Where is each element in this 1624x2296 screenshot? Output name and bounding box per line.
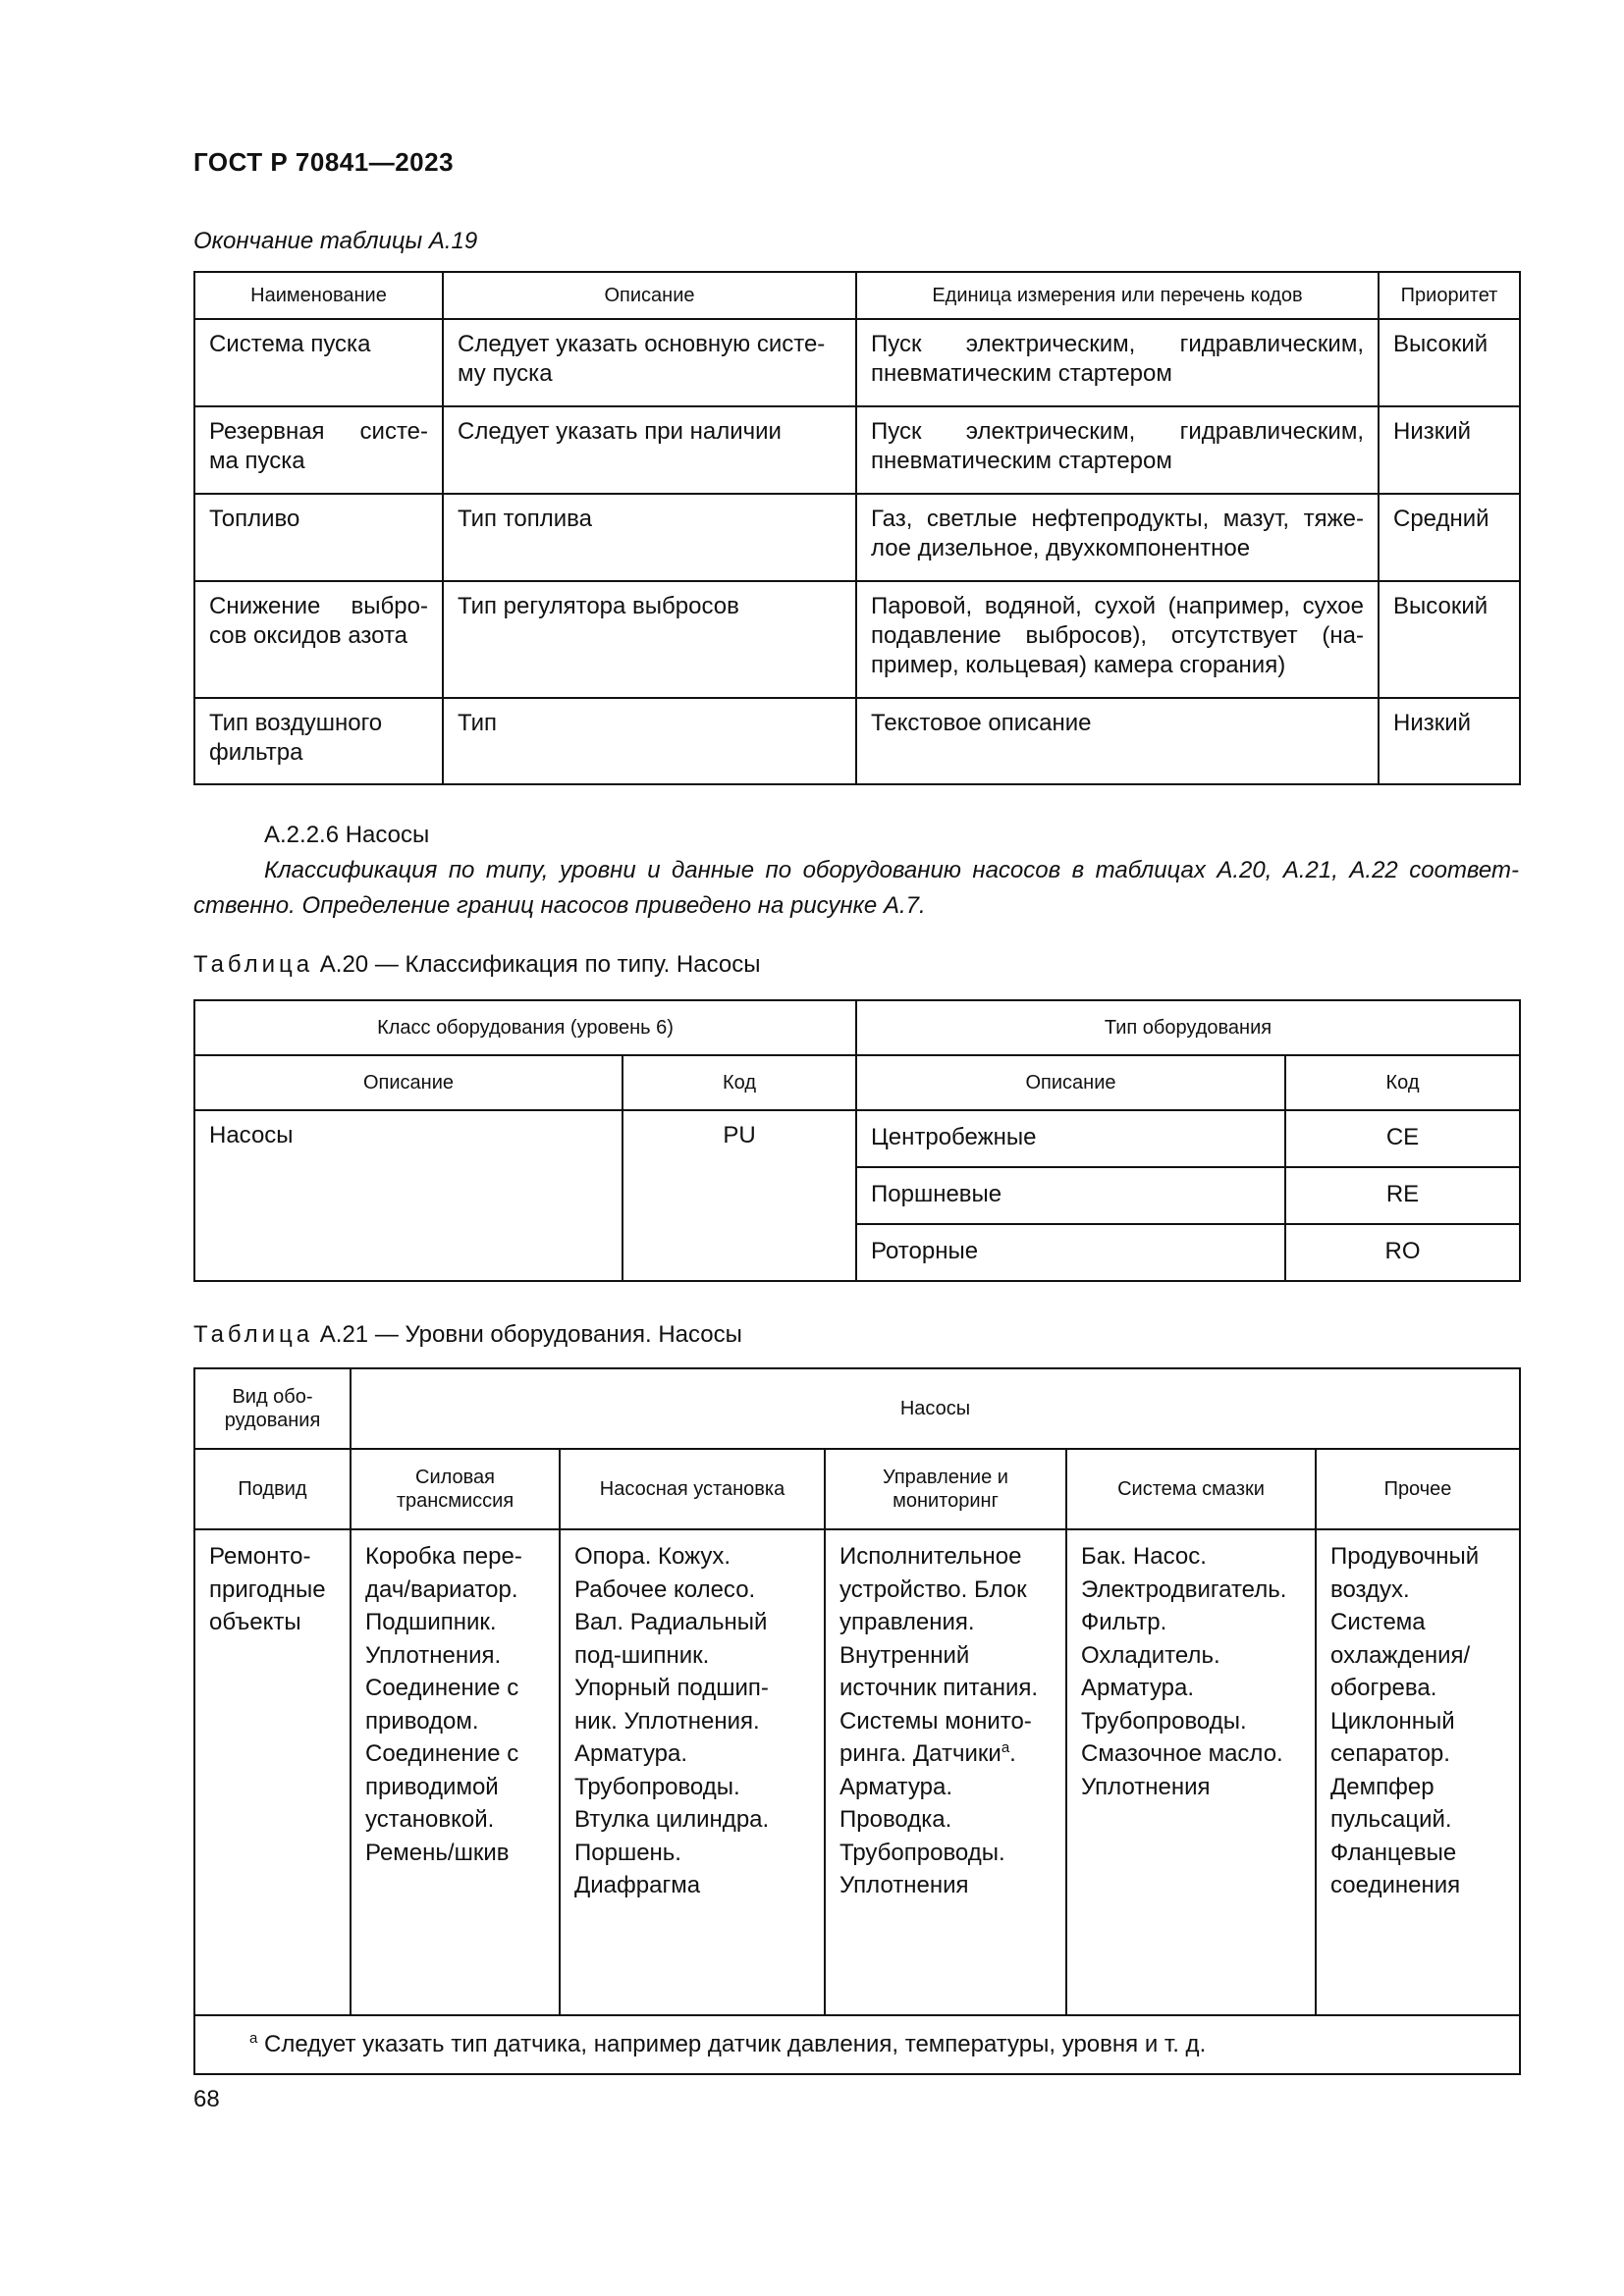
table-cell: Низкий — [1379, 406, 1520, 494]
table-cell: Поршневые — [856, 1167, 1285, 1224]
cell-text: Исполнительное устройство. Блок управления. Внутренний источник питания. Системы монито-ринга. Датчики — [839, 1543, 1039, 1767]
table-cell: Следует указать основную систе-му пуска — [443, 319, 856, 406]
table-header-cell: Код — [1285, 1055, 1520, 1110]
table-header-cell: Тип оборудования — [856, 1000, 1520, 1055]
table-a21-columns-row — [194, 1449, 1520, 1529]
footnote-marker: а — [249, 2030, 258, 2047]
caption-prefix: Таблица — [193, 951, 314, 978]
table-cell — [825, 1529, 1066, 2015]
table-cell: Тип регулятора выбросов — [443, 581, 856, 698]
table-a20-group-header-row — [194, 1000, 1520, 1055]
table-header-cell: Наименование — [194, 272, 443, 319]
table-footnote — [194, 2015, 1520, 2074]
table-header-cell: Описание — [443, 272, 856, 319]
table-a21-kind-row — [194, 1368, 1520, 1449]
table-header-cell: Подвид — [194, 1449, 351, 1529]
table-a20 — [193, 999, 1521, 1282]
table-cell: Высокий — [1379, 319, 1520, 406]
table-cell: Продувочный воздух. Система охлаждения/ обогрева. Циклонный сепаратор. Демпфер пульсаций. Фланцевые соединения — [1316, 1529, 1520, 2015]
table-header-cell: Силовая трансмиссия — [351, 1449, 560, 1529]
table-cell: Паровой, водяной, сухой (например, сухое подавление выбросов), отсутствует (на-пример, кольцевая) камера сгорания) — [856, 581, 1379, 698]
table-a20-caption — [193, 947, 760, 983]
table-header-cell: Управление и мониторинг — [825, 1449, 1066, 1529]
page-number: 68 — [193, 2086, 220, 2112]
table-cell: Система пуска — [194, 319, 443, 406]
table-a21-footnote-row — [194, 2015, 1520, 2074]
table-header-cell: Единица измерения или перечень кодов — [856, 272, 1379, 319]
table-cell: Низкий — [1379, 698, 1520, 784]
table-header-cell: Насосная установка — [560, 1449, 825, 1529]
table-cell: RO — [1285, 1224, 1520, 1281]
table-header-cell: Вид обо-рудования — [194, 1368, 351, 1449]
table-cell: PU — [623, 1110, 856, 1281]
table-header-cell: Описание — [856, 1055, 1285, 1110]
table-header-cell: Прочее — [1316, 1449, 1520, 1529]
table-cell: Текстовое описание — [856, 698, 1379, 784]
caption-text: А.21 — Уровни оборудования. Насосы — [319, 1321, 742, 1348]
table-row — [194, 319, 1520, 406]
table-row — [194, 698, 1520, 784]
table-cell: Снижение выбро-сов оксидов азота — [194, 581, 443, 698]
table-cell: Насосы — [194, 1110, 623, 1281]
table-a21-caption — [193, 1317, 742, 1353]
table-cell: Тип воздушного фильтра — [194, 698, 443, 784]
table-cell: Тип — [443, 698, 856, 784]
cell-text: . Арматура. Проводка. Трубопроводы. Уплотнения — [839, 1740, 1016, 1898]
table-header-cell: Насосы — [351, 1368, 1520, 1449]
table-cell: Газ, светлые нефтепродукты, мазут, тяже-лое дизельное, двухкомпонентное — [856, 494, 1379, 581]
table-a19-header-row — [194, 272, 1520, 319]
table-cell: Ремонто-пригодные объекты — [194, 1529, 351, 2015]
table-header-cell: Описание — [194, 1055, 623, 1110]
table-header-cell: Код — [623, 1055, 856, 1110]
table-header-cell: Приоритет — [1379, 272, 1520, 319]
table-cell: Пуск электрическим, гидравлическим, пневматическим стартером — [856, 319, 1379, 406]
table-a19-caption: Окончание таблицы А.19 — [193, 228, 478, 254]
table-cell: Резервная систе-ма пуска — [194, 406, 443, 494]
caption-text: А.20 — Классификация по типу. Насосы — [319, 951, 761, 978]
table-cell: Высокий — [1379, 581, 1520, 698]
table-cell: Центробежные — [856, 1110, 1285, 1167]
table-cell: CE — [1285, 1110, 1520, 1167]
table-cell: Тип топлива — [443, 494, 856, 581]
table-row — [194, 494, 1520, 581]
section-paragraph: Классификация по типу, уровни и данные по оборудованию насосов в таблицах А.20, А.21, А.22 соответ-ственно. Определение границ насосов приведено на рисунке А.7. — [193, 857, 1519, 919]
table-a21 — [193, 1367, 1521, 2075]
table-header-cell: Система смазки — [1066, 1449, 1316, 1529]
footnote-text: Следует указать тип датчика, например датчик давления, температуры, уровня и т. д. — [264, 2031, 1207, 2057]
table-header-cell: Класс оборудования (уровень 6) — [194, 1000, 856, 1055]
table-cell: Следует указать при наличии — [443, 406, 856, 494]
table-a19 — [193, 271, 1521, 785]
caption-prefix: Таблица — [193, 1321, 314, 1348]
table-a20-sub-header-row — [194, 1055, 1520, 1110]
section-heading: А.2.2.6 Насосы — [264, 822, 430, 848]
table-cell: Бак. Насос. Электродвигатель. Фильтр. Охладитель. Арматура. Трубопроводы. Смазочное масло. Уплотнения — [1066, 1529, 1316, 2015]
table-cell: Пуск электрическим, гидравлическим, пневматическим стартером — [856, 406, 1379, 494]
footnote-marker: а — [1001, 1739, 1010, 1756]
document-header: ГОСТ Р 70841—2023 — [193, 147, 455, 177]
table-row — [194, 1529, 1520, 2015]
table-row — [194, 581, 1520, 698]
table-cell: RE — [1285, 1167, 1520, 1224]
table-cell: Коробка пере-дач/вариатор. Подшипник. Уплотнения. Соединение с приводом. Соединение с приводимой установкой. Ремень/шкив — [351, 1529, 560, 2015]
table-cell: Роторные — [856, 1224, 1285, 1281]
table-row — [194, 406, 1520, 494]
table-cell: Средний — [1379, 494, 1520, 581]
table-cell: Топливо — [194, 494, 443, 581]
table-cell: Опора. Кожух. Рабочее колесо. Вал. Радиальный под-шипник. Упорный подшип-ник. Уплотнения. Арматура. Трубопроводы. Втулка цилиндра. Поршень. Диафрагма — [560, 1529, 825, 2015]
table-row — [194, 1110, 1520, 1167]
